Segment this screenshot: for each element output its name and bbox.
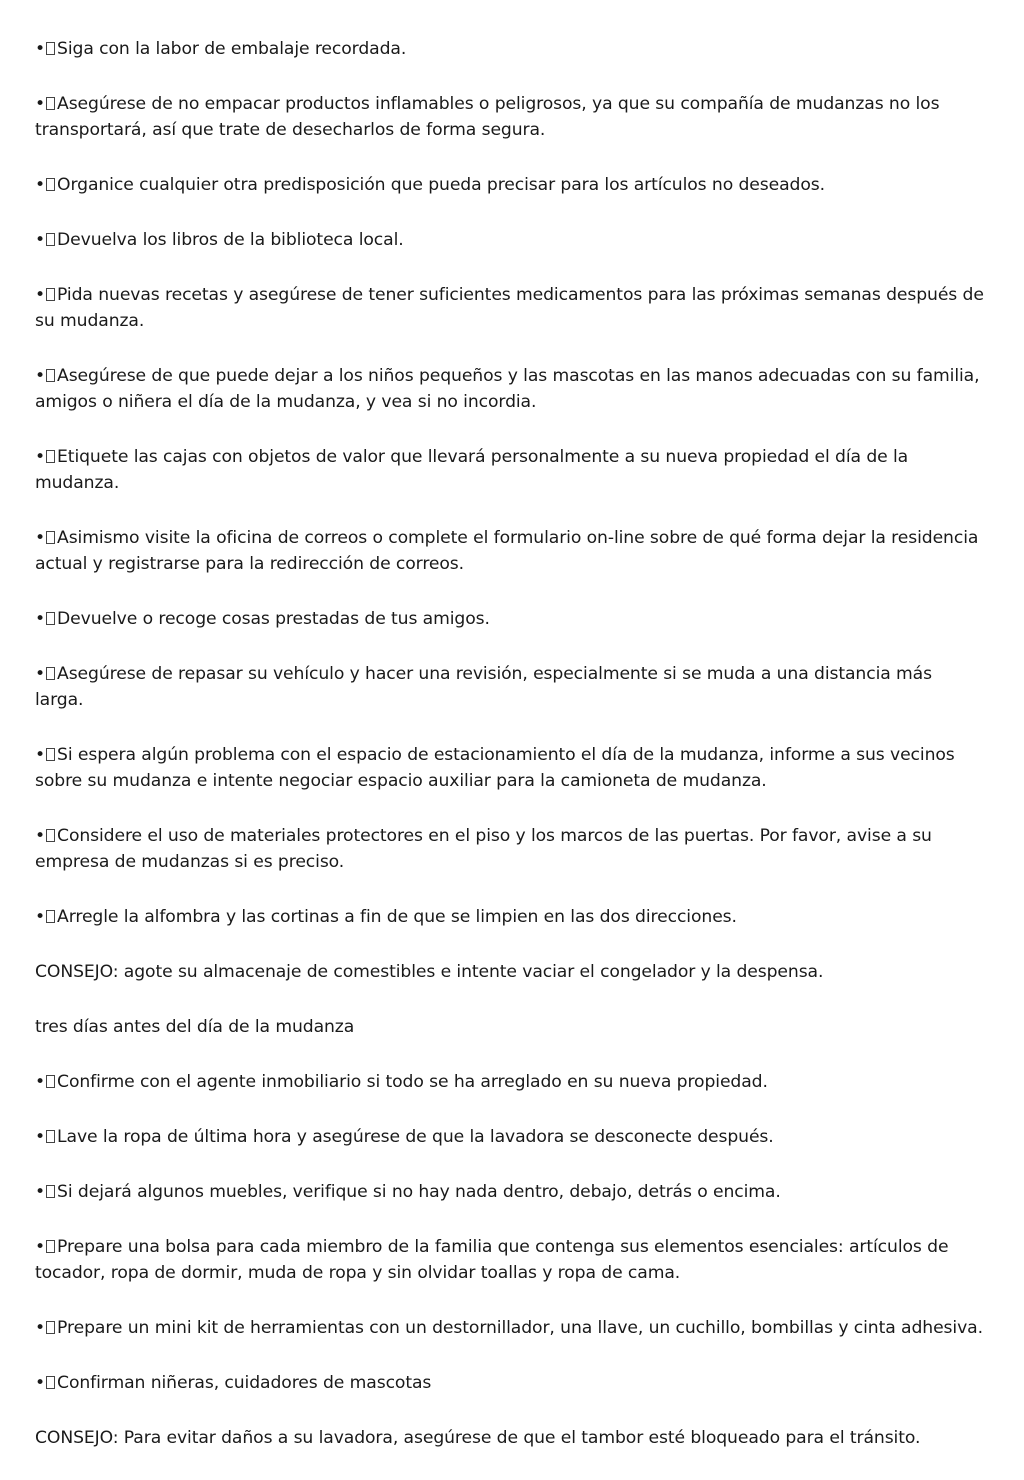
item-text: visite la oficina de correos o complete el formulario on-line sobre de qué forma dejar la residencia actual y registrarse para la redirección de correos. — [35, 528, 979, 574]
item-lead-word: Si — [57, 745, 73, 765]
item-text: o recoge cosas prestadas de tus amigos. — [142, 609, 490, 629]
missing-glyph-icon — [46, 233, 55, 246]
item-text: de que puede dejar a los niños pequeños y las mascotas en las manos adecuadas con su familia, amigos o niñera el día de la mudanza, y vea si no incordia. — [35, 366, 980, 412]
missing-glyph-icon — [46, 1185, 55, 1198]
missing-glyph-icon — [46, 450, 55, 463]
missing-glyph-icon — [46, 288, 55, 301]
item-lead-word: Etiquete — [57, 447, 129, 467]
bullet-glyph: • — [35, 1373, 46, 1393]
item-text: dejará algunos muebles, verifique si no hay nada dentro, debajo, detrás o encima. — [77, 1182, 781, 1202]
item-text: con la labor de embalaje recordada. — [99, 39, 407, 59]
list-item — [35, 904, 985, 930]
item-text: niñeras, cuidadores de mascotas — [150, 1373, 432, 1393]
list-item — [35, 1315, 985, 1341]
section-heading: tres días antes del día de la mudanza — [35, 1017, 355, 1037]
item-text: un mini kit de herramientas con un destornillador, una llave, un cuchillo, bombillas y cinta adhesiva. — [127, 1318, 983, 1338]
list-item — [35, 227, 985, 253]
list-item — [35, 363, 985, 415]
item-lead-word: Siga — [57, 39, 94, 59]
list-item — [35, 1124, 985, 1150]
missing-glyph-icon — [46, 748, 55, 761]
list-item — [35, 172, 985, 198]
item-lead-word: Si — [57, 1182, 73, 1202]
missing-glyph-icon — [46, 829, 55, 842]
list-item — [35, 823, 985, 875]
list-item — [35, 606, 985, 632]
item-lead-word: Confirman — [57, 1373, 146, 1393]
list-item — [35, 444, 985, 496]
missing-glyph-icon — [46, 178, 55, 191]
item-lead-word: Pida — [57, 285, 93, 305]
list-item — [35, 661, 985, 713]
bullet-glyph: • — [35, 907, 46, 927]
bullet-glyph: • — [35, 1237, 46, 1257]
list-item — [35, 525, 985, 577]
item-lead-word: Considere — [57, 826, 143, 846]
item-text: las cajas con objetos de valor que llevará personalmente a su nueva propiedad el día de la mudanza. — [35, 447, 909, 493]
bullet-glyph: • — [35, 94, 46, 114]
bullet-glyph: • — [35, 1127, 46, 1147]
item-text: el uso de materiales protectores en el piso y los marcos de las puertas. Por favor, avise a su empresa de mudanzas si es preciso. — [35, 826, 932, 872]
item-lead-word: Devuelva — [57, 230, 138, 250]
item-text: una bolsa para cada miembro de la familia que contenga sus elementos esenciales: artículos de tocador, ropa de dormir, muda de ropa y sin olvidar toallas y ropa de cama. — [35, 1237, 949, 1283]
bullet-glyph: • — [35, 1072, 46, 1092]
item-text: espera algún problema con el espacio de estacionamiento el día de la mudanza, informe a sus vecinos sobre su mudanza e intente negociar espacio auxiliar para la camioneta de mudanza. — [35, 745, 955, 791]
bullet-glyph: • — [35, 230, 46, 250]
list-item — [35, 1370, 985, 1396]
bullet-glyph: • — [35, 1182, 46, 1202]
missing-glyph-icon — [46, 369, 55, 382]
missing-glyph-icon — [46, 1075, 55, 1088]
item-lead-word: Devuelve — [57, 609, 138, 629]
item-lead-word: Confirme — [57, 1072, 135, 1092]
missing-glyph-icon — [46, 910, 55, 923]
bullet-glyph: • — [35, 609, 46, 629]
bullet-glyph: • — [35, 1318, 46, 1338]
item-lead-word: Arregle — [57, 907, 119, 927]
item-lead-word: Asegúrese — [57, 94, 147, 114]
item-lead-word: Asegúrese — [57, 366, 147, 386]
item-text: de repasar su vehículo y hacer una revisión, especialmente si se muda a una distancia más larga. — [35, 664, 932, 710]
item-lead-word: Asimismo — [57, 528, 140, 548]
bullet-glyph: • — [35, 528, 46, 548]
bullet-glyph: • — [35, 664, 46, 684]
item-lead-word: Prepare — [57, 1237, 123, 1257]
item-text: cualquier otra predisposición que pueda precisar para los artículos no deseados. — [139, 175, 825, 195]
tip-paragraph: CONSEJO: Para evitar daños a su lavadora, asegúrese de que el tambor esté bloqueado para el tránsito. — [35, 1428, 921, 1448]
list-item — [35, 1069, 985, 1095]
item-text: de no empacar productos inflamables o peligrosos, ya que su compañía de mudanzas no los transportará, así que trate de desecharlos de forma segura. — [35, 94, 940, 140]
missing-glyph-icon — [46, 1130, 55, 1143]
list-item — [35, 36, 985, 62]
missing-glyph-icon — [46, 1321, 55, 1334]
list-item — [35, 1234, 985, 1286]
list-item — [35, 282, 985, 334]
missing-glyph-icon — [46, 612, 55, 625]
item-text: con el agente inmobiliario si todo se ha arreglado en su nueva propiedad. — [139, 1072, 768, 1092]
missing-glyph-icon — [46, 97, 55, 110]
document-page — [35, 36, 985, 1480]
bullet-glyph: • — [35, 826, 46, 846]
missing-glyph-icon — [46, 667, 55, 680]
item-text: la alfombra y las cortinas a fin de que se limpien en las dos direcciones. — [123, 907, 737, 927]
missing-glyph-icon — [46, 42, 55, 55]
item-text: nuevas recetas y asegúrese de tener suficientes medicamentos para las próximas semanas después de su mudanza. — [35, 285, 984, 331]
item-lead-word: Asegúrese — [57, 664, 147, 684]
bullet-glyph: • — [35, 39, 46, 59]
list-item — [35, 91, 985, 143]
bullet-glyph: • — [35, 447, 46, 467]
bullet-glyph: • — [35, 285, 46, 305]
missing-glyph-icon — [46, 531, 55, 544]
list-item — [35, 1179, 985, 1205]
missing-glyph-icon — [46, 1240, 55, 1253]
tip-paragraph: CONSEJO: agote su almacenaje de comestibles e intente vaciar el congelador y la despensa. — [35, 962, 824, 982]
list-item — [35, 742, 985, 794]
bullet-glyph: • — [35, 175, 46, 195]
item-text: la ropa de última hora y asegúrese de que la lavadora se desconecte después. — [102, 1127, 774, 1147]
item-lead-word: Lave — [57, 1127, 98, 1147]
item-lead-word: Organice — [57, 175, 134, 195]
bullet-glyph: • — [35, 366, 46, 386]
missing-glyph-icon — [46, 1376, 55, 1389]
item-lead-word: Prepare — [57, 1318, 123, 1338]
bullet-glyph: • — [35, 745, 46, 765]
item-text: los libros de la biblioteca local. — [142, 230, 404, 250]
